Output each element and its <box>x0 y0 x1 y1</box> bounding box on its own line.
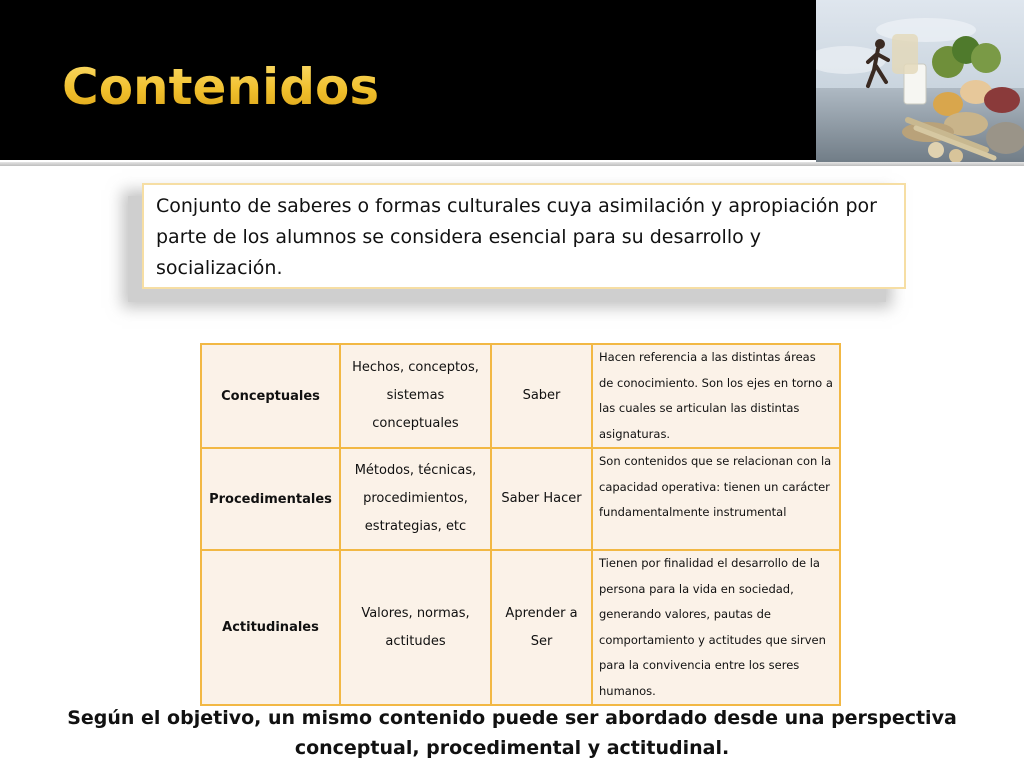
table-row <box>201 344 840 448</box>
table-row <box>201 448 840 550</box>
table-row <box>201 550 840 705</box>
content-type-cell: Conceptuales <box>201 344 340 448</box>
slide-title: Contenidos <box>62 52 379 122</box>
footer-line-1: Según el objetivo, un mismo contenido puede ser abordado desde una perspectiva <box>67 707 957 729</box>
definition-box <box>142 183 906 289</box>
content-type-cell: Procedimentales <box>201 448 340 550</box>
content-verb-cell: Saber Hacer <box>491 448 592 550</box>
content-verb-cell: Saber <box>491 344 592 448</box>
content-type-cell: Actitudinales <box>201 550 340 705</box>
content-verb-cell: Aprender a Ser <box>491 550 592 705</box>
content-items-cell: Métodos, técnicas, procedimientos, estrategias, etc <box>340 448 491 550</box>
content-description-cell: Tienen por finalidad el desarrollo de la persona para la vida en sociedad, generando valores, pautas de comportamiento y actitudes que sirven para la convivencia entre los seres humanos. <box>592 550 840 705</box>
runner-food-photo-icon <box>816 0 1024 166</box>
content-items-cell: Hechos, conceptos, sistemas conceptuales <box>340 344 491 448</box>
footer-line-2: conceptual, procedimental y actitudinal. <box>294 737 730 759</box>
content-types-table <box>200 343 841 706</box>
definition-text: Conjunto de saberes o formas culturales cuya asimilación y apropiación por parte de los alumnos se considera esencial para su desarrollo y socialización. <box>156 195 877 279</box>
content-description-cell: Son contenidos que se relacionan con la capacidad operativa: tienen un carácter fundamentalmente instrumental <box>592 448 840 550</box>
content-description-cell: Hacen referencia a las distintas áreas de conocimiento. Son los ejes en torno a las cuales se articulan las distintas asignaturas. <box>592 344 840 448</box>
footer-note <box>40 703 984 763</box>
header-divider <box>0 162 1024 166</box>
content-items-cell: Valores, normas, actitudes <box>340 550 491 705</box>
